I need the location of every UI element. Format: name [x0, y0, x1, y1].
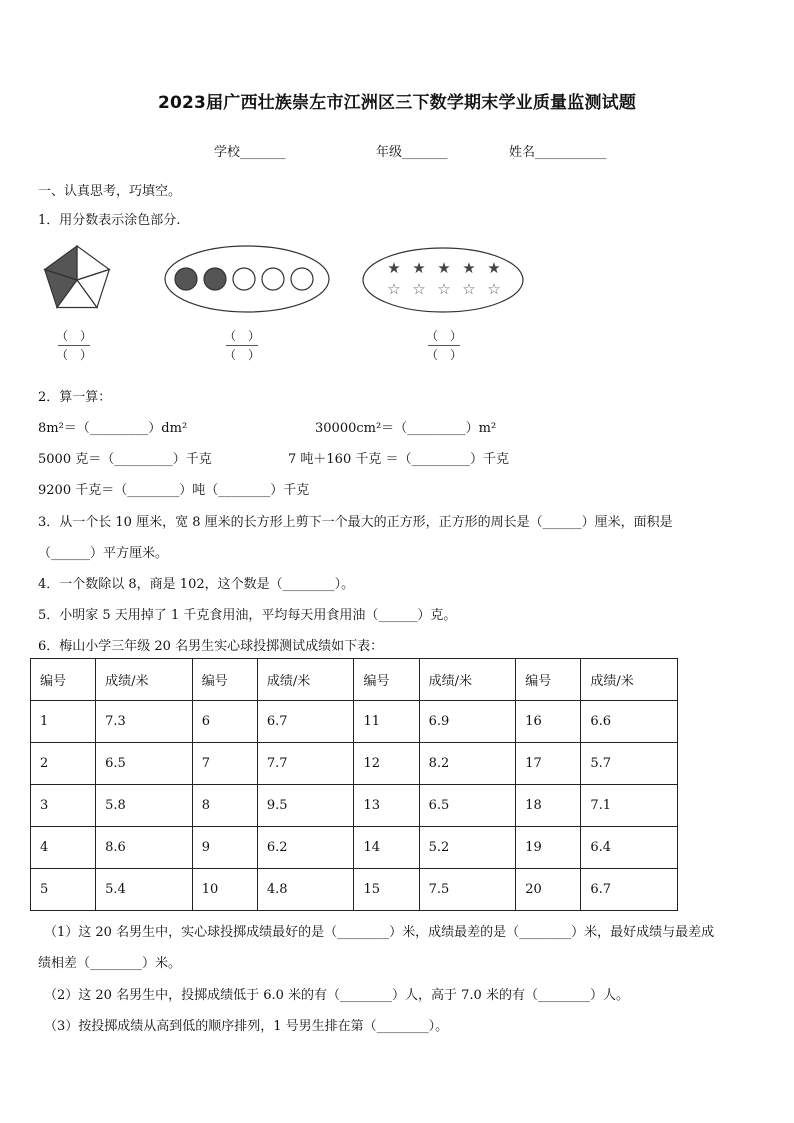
table-cell: 5.4	[96, 869, 193, 911]
table-cell: 13	[354, 785, 419, 827]
table-cell: 8.2	[419, 743, 516, 785]
table-cell: 5.2	[419, 827, 516, 869]
grade-label: 年级	[376, 145, 403, 160]
school-label: 学校	[214, 145, 241, 160]
table-cell: 6	[192, 701, 257, 743]
table-cell: 6.9	[419, 701, 516, 743]
name-field	[509, 141, 607, 160]
question-6: 6．梅山小学三年级 20 名男生实心球投掷测试成绩如下表：	[38, 639, 384, 654]
table-cell: 15	[354, 869, 419, 911]
table-cell: 11	[354, 701, 419, 743]
table-cell: 6.2	[257, 827, 354, 869]
table-header-cell: 编号	[31, 659, 96, 701]
question-1: 1．用分数表示涂色部分.	[38, 213, 181, 228]
denominator-blank[interactable]: （ ）	[223, 348, 260, 362]
table-cell: 14	[354, 827, 419, 869]
name-blank[interactable]: ___________	[535, 145, 607, 160]
q2-item-c: 5000 克＝（_________）千克	[38, 452, 212, 467]
table-cell: 19	[516, 827, 581, 869]
table-header-row	[31, 659, 678, 701]
numerator-blank[interactable]: （ ）	[55, 329, 92, 343]
star-filled-icon: ★	[437, 259, 451, 277]
table-header-cell: 成绩/米	[96, 659, 193, 701]
q2-item-d: 7 吨＋160 千克 ＝（_________）千克	[288, 452, 509, 467]
star-filled-icon: ★	[412, 259, 426, 277]
table-cell: 7.3	[96, 701, 193, 743]
table-cell: 7.5	[419, 869, 516, 911]
table-cell: 5.8	[96, 785, 193, 827]
fraction-answer-1[interactable]	[52, 329, 96, 362]
table-cell: 16	[516, 701, 581, 743]
star-outline-icon: ☆	[437, 280, 451, 298]
star-outline-icon: ☆	[387, 280, 401, 298]
circles-figure	[163, 243, 331, 315]
table-cell: 5.7	[581, 743, 678, 785]
table-cell: 9.5	[257, 785, 354, 827]
table-header-cell: 成绩/米	[419, 659, 516, 701]
denominator-blank[interactable]: （ ）	[55, 348, 92, 362]
question-6-1-line2: 绩相差（________）米。	[38, 956, 182, 971]
table-cell: 8.6	[96, 827, 193, 869]
table-cell: 6.5	[96, 743, 193, 785]
q2-item-a: 8m²＝（_________）dm²	[38, 421, 188, 436]
table-cell: 3	[31, 785, 96, 827]
shaded-circle	[175, 268, 197, 290]
q2-item-b: 30000cm²＝（_________）m²	[315, 421, 497, 436]
stars-figure	[361, 245, 525, 315]
table-header-cell: 成绩/米	[581, 659, 678, 701]
question-6-3: （3）按投掷成绩从高到低的顺序排列，1 号男生排在第（________）。	[44, 1019, 449, 1034]
empty-circle	[233, 268, 255, 290]
table-cell: 12	[354, 743, 419, 785]
numerator-blank[interactable]: （ ）	[425, 329, 462, 343]
question-2: 2．算一算：	[38, 390, 112, 405]
name-label: 姓名	[509, 145, 536, 160]
grade-field	[376, 141, 448, 160]
question-3-line2: （______）平方厘米。	[38, 546, 169, 561]
table-cell: 7.1	[581, 785, 678, 827]
fraction-answer-3[interactable]	[422, 329, 466, 362]
table-cell: 6.4	[581, 827, 678, 869]
table-cell: 9	[192, 827, 257, 869]
table-cell: 18	[516, 785, 581, 827]
table-cell: 1	[31, 701, 96, 743]
table-header-cell: 成绩/米	[257, 659, 354, 701]
question-5: 5．小明家 5 天用掉了 1 千克食用油，平均每天用食用油（______）克。	[38, 608, 457, 623]
table-row	[31, 743, 678, 785]
star-outline-icon: ☆	[412, 280, 426, 298]
table-header-cell: 编号	[192, 659, 257, 701]
grade-blank[interactable]: _______	[402, 145, 448, 160]
q2-item-e: 9200 千克＝（________）吨（________）千克	[38, 483, 310, 498]
star-outline-icon: ☆	[462, 280, 476, 298]
question-3-line1: 3．从一个长 10 厘米，宽 8 厘米的长方形上剪下一个最大的正方形，正方形的周长是（______）厘米，面积是	[38, 515, 673, 530]
table-row	[31, 785, 678, 827]
star-outline-icon: ☆	[487, 280, 501, 298]
denominator-blank[interactable]: （ ）	[425, 348, 462, 362]
table-cell: 10	[192, 869, 257, 911]
table-header-cell: 编号	[516, 659, 581, 701]
table-cell: 4.8	[257, 869, 354, 911]
table-cell: 17	[516, 743, 581, 785]
table-cell: 6.7	[257, 701, 354, 743]
star-filled-icon: ★	[462, 259, 476, 277]
page-title: 2023届广西壮族崇左市江洲区三下数学期末学业质量监测试题	[157, 93, 637, 113]
table-row	[31, 869, 678, 911]
question-6-2: （2）这 20 名男生中，投掷成绩低于 6.0 米的有（________）人，高于 7.0 米的有（________）人。	[44, 988, 629, 1003]
empty-circle	[291, 268, 313, 290]
table-cell: 7	[192, 743, 257, 785]
shaded-circle	[204, 268, 226, 290]
fraction-answer-2[interactable]	[220, 329, 264, 362]
school-field	[214, 141, 286, 160]
table-cell: 4	[31, 827, 96, 869]
question-6-1-line1: （1）这 20 名男生中，实心球投掷成绩最好的是（________）米，成绩最差的是（________）米，最好成绩与最差成	[44, 925, 715, 940]
section-heading: 一、认真思考，巧填空。	[38, 184, 182, 199]
numerator-blank[interactable]: （ ）	[223, 329, 260, 343]
score-table	[30, 658, 678, 911]
empty-circle	[262, 268, 284, 290]
table-row	[31, 827, 678, 869]
table-cell: 20	[516, 869, 581, 911]
table-header-cell: 编号	[354, 659, 419, 701]
table-cell: 5	[31, 869, 96, 911]
table-cell: 8	[192, 785, 257, 827]
pentagon-figure	[40, 243, 114, 313]
school-blank[interactable]: _______	[240, 145, 286, 160]
table-cell: 7.7	[257, 743, 354, 785]
table-cell: 6.7	[581, 869, 678, 911]
star-filled-icon: ★	[387, 259, 401, 277]
table-cell: 6.6	[581, 701, 678, 743]
question-4: 4．一个数除以 8，商是 102，这个数是（________）。	[38, 577, 355, 592]
star-filled-icon: ★	[487, 259, 501, 277]
table-row	[31, 701, 678, 743]
table-cell: 6.5	[419, 785, 516, 827]
table-cell: 2	[31, 743, 96, 785]
